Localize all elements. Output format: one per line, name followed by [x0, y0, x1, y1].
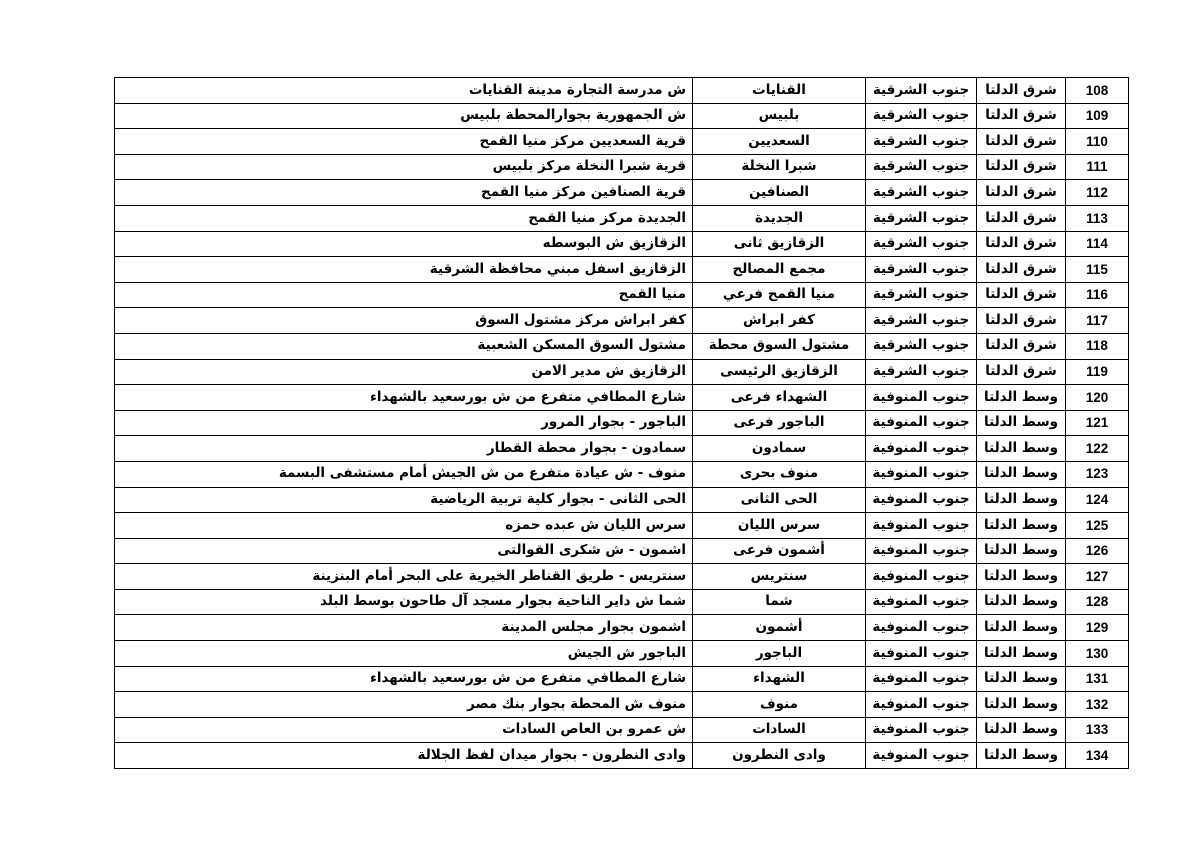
region-cell: وسط الدلتا — [977, 564, 1066, 590]
region-cell: وسط الدلتا — [977, 513, 1066, 539]
address-cell: ش عمرو بن العاص السادات — [115, 717, 693, 743]
sector-cell: جنوب الشرقية — [866, 180, 977, 206]
table-row — [115, 257, 1129, 283]
address-cell: شما ش داير الناحية بجوار مسجد آل طاحون بوسط البلد — [115, 589, 693, 615]
branch-cell: شبرا النخلة — [693, 154, 866, 180]
row-number-cell: 125 — [1066, 513, 1129, 539]
table-row — [115, 564, 1129, 590]
address-cell: كفر ابراش مركز مشتول السوق — [115, 308, 693, 334]
row-number-cell: 123 — [1066, 461, 1129, 487]
table-row — [115, 385, 1129, 411]
row-number-cell: 116 — [1066, 282, 1129, 308]
table-row — [115, 78, 1129, 104]
address-cell: الباجور - بجوار المرور — [115, 410, 693, 436]
document-page — [114, 77, 1129, 769]
address-cell: سمادون - بجوار محطة القطار — [115, 436, 693, 462]
region-cell: شرق الدلتا — [977, 205, 1066, 231]
address-cell: منوف - ش عيادة متفرع من ش الجيش أمام مستشفى البسمة — [115, 461, 693, 487]
table-row — [115, 513, 1129, 539]
row-number-cell: 108 — [1066, 78, 1129, 104]
table-row — [115, 641, 1129, 667]
branch-cell: منوف بحرى — [693, 461, 866, 487]
table-row — [115, 589, 1129, 615]
region-cell: وسط الدلتا — [977, 487, 1066, 513]
row-number-cell: 126 — [1066, 538, 1129, 564]
branch-cell: الزقازيق ثانى — [693, 231, 866, 257]
region-cell: وسط الدلتا — [977, 410, 1066, 436]
region-cell: وسط الدلتا — [977, 615, 1066, 641]
region-cell: وسط الدلتا — [977, 385, 1066, 411]
sector-cell: جنوب الشرقية — [866, 78, 977, 104]
sector-cell: جنوب المنوفية — [866, 692, 977, 718]
address-cell: منيا القمح — [115, 282, 693, 308]
address-cell: مشتول السوق المسكن الشعبية — [115, 333, 693, 359]
address-cell: قرية شبرا النخلة مركز بلبيس — [115, 154, 693, 180]
branch-cell: مشتول السوق محطة — [693, 333, 866, 359]
address-cell: ش مدرسة التجارة مدينة القنايات — [115, 78, 693, 104]
row-number-cell: 122 — [1066, 436, 1129, 462]
address-cell: الزقازيق ش البوسطه — [115, 231, 693, 257]
region-cell: وسط الدلتا — [977, 436, 1066, 462]
sector-cell: جنوب المنوفية — [866, 487, 977, 513]
branch-cell: الشهداء — [693, 666, 866, 692]
region-cell: شرق الدلتا — [977, 257, 1066, 283]
row-number-cell: 111 — [1066, 154, 1129, 180]
address-cell: اشمون - ش شكرى القوالتى — [115, 538, 693, 564]
address-cell: سنتريس - طريق القناطر الخيرية على البحر أمام البنزينة — [115, 564, 693, 590]
table-row — [115, 717, 1129, 743]
branch-cell: الزقازيق الرئيسى — [693, 359, 866, 385]
table-row — [115, 231, 1129, 257]
table-row — [115, 436, 1129, 462]
table-row — [115, 487, 1129, 513]
branches-table — [114, 77, 1129, 769]
branch-cell: وادى النطرون — [693, 743, 866, 769]
sector-cell: جنوب المنوفية — [866, 410, 977, 436]
region-cell: شرق الدلتا — [977, 333, 1066, 359]
branch-cell: الشهداء فرعى — [693, 385, 866, 411]
table-row — [115, 359, 1129, 385]
branch-cell: الباجور — [693, 641, 866, 667]
branch-cell: سرس الليان — [693, 513, 866, 539]
row-number-cell: 117 — [1066, 308, 1129, 334]
sector-cell: جنوب المنوفية — [866, 513, 977, 539]
branch-cell: القنايات — [693, 78, 866, 104]
region-cell: شرق الدلتا — [977, 231, 1066, 257]
row-number-cell: 131 — [1066, 666, 1129, 692]
row-number-cell: 112 — [1066, 180, 1129, 206]
table-row — [115, 615, 1129, 641]
table-row — [115, 461, 1129, 487]
region-cell: شرق الدلتا — [977, 359, 1066, 385]
address-cell: ش الجمهورية بجوارالمحطة بلبيس — [115, 103, 693, 129]
address-cell: الباجور ش الجيش — [115, 641, 693, 667]
branch-cell: منيا القمح فرعي — [693, 282, 866, 308]
row-number-cell: 113 — [1066, 205, 1129, 231]
branch-cell: سمادون — [693, 436, 866, 462]
sector-cell: جنوب المنوفية — [866, 641, 977, 667]
row-number-cell: 129 — [1066, 615, 1129, 641]
row-number-cell: 130 — [1066, 641, 1129, 667]
branch-cell: أشمون — [693, 615, 866, 641]
row-number-cell: 120 — [1066, 385, 1129, 411]
sector-cell: جنوب الشرقية — [866, 103, 977, 129]
row-number-cell: 133 — [1066, 717, 1129, 743]
branch-cell: منوف — [693, 692, 866, 718]
row-number-cell: 134 — [1066, 743, 1129, 769]
sector-cell: جنوب الشرقية — [866, 282, 977, 308]
sector-cell: جنوب المنوفية — [866, 538, 977, 564]
region-cell: وسط الدلتا — [977, 538, 1066, 564]
branch-cell: شما — [693, 589, 866, 615]
address-cell: قرية السعديين مركز منيا القمح — [115, 129, 693, 155]
table-body — [115, 78, 1129, 769]
sector-cell: جنوب المنوفية — [866, 564, 977, 590]
sector-cell: جنوب المنوفية — [866, 436, 977, 462]
sector-cell: جنوب المنوفية — [866, 717, 977, 743]
region-cell: شرق الدلتا — [977, 180, 1066, 206]
table-row — [115, 538, 1129, 564]
row-number-cell: 132 — [1066, 692, 1129, 718]
table-row — [115, 333, 1129, 359]
region-cell: وسط الدلتا — [977, 717, 1066, 743]
branch-cell: الجديدة — [693, 205, 866, 231]
address-cell: الزقازيق ش مدير الامن — [115, 359, 693, 385]
sector-cell: جنوب المنوفية — [866, 666, 977, 692]
address-cell: منوف ش المحطة بجوار بنك مصر — [115, 692, 693, 718]
branch-cell: الباجور فرعى — [693, 410, 866, 436]
sector-cell: جنوب المنوفية — [866, 461, 977, 487]
branch-cell: كفر ابراش — [693, 308, 866, 334]
address-cell: شارع المطافي متفرع من ش بورسعيد بالشهداء — [115, 666, 693, 692]
branch-cell: السعديين — [693, 129, 866, 155]
region-cell: شرق الدلتا — [977, 154, 1066, 180]
sector-cell: جنوب الشرقية — [866, 359, 977, 385]
sector-cell: جنوب الشرقية — [866, 129, 977, 155]
table-row — [115, 692, 1129, 718]
row-number-cell: 118 — [1066, 333, 1129, 359]
table-row — [115, 410, 1129, 436]
table-row — [115, 743, 1129, 769]
sector-cell: جنوب الشرقية — [866, 308, 977, 334]
address-cell: الجديدة مركز منيا القمح — [115, 205, 693, 231]
region-cell: شرق الدلتا — [977, 103, 1066, 129]
table-row — [115, 666, 1129, 692]
region-cell: شرق الدلتا — [977, 129, 1066, 155]
row-number-cell: 124 — [1066, 487, 1129, 513]
branch-cell: الصنافين — [693, 180, 866, 206]
region-cell: شرق الدلتا — [977, 78, 1066, 104]
branch-cell: مجمع المصالح — [693, 257, 866, 283]
row-number-cell: 119 — [1066, 359, 1129, 385]
sector-cell: جنوب الشرقية — [866, 154, 977, 180]
sector-cell: جنوب الشرقية — [866, 333, 977, 359]
sector-cell: جنوب المنوفية — [866, 743, 977, 769]
region-cell: وسط الدلتا — [977, 692, 1066, 718]
row-number-cell: 121 — [1066, 410, 1129, 436]
address-cell: قرية الصنافين مركز منيا القمح — [115, 180, 693, 206]
region-cell: وسط الدلتا — [977, 666, 1066, 692]
address-cell: الحى الثانى - بجوار كلية تربية الرياضية — [115, 487, 693, 513]
branch-cell: سنتريس — [693, 564, 866, 590]
address-cell: شارع المطافي متفرع من ش بورسعيد بالشهداء — [115, 385, 693, 411]
address-cell: وادى النطرون - بجوار ميدان لفظ الجلالة — [115, 743, 693, 769]
region-cell: شرق الدلتا — [977, 282, 1066, 308]
sector-cell: جنوب الشرقية — [866, 205, 977, 231]
sector-cell: جنوب الشرقية — [866, 231, 977, 257]
row-number-cell: 115 — [1066, 257, 1129, 283]
branch-cell: الحى الثانى — [693, 487, 866, 513]
table-row — [115, 154, 1129, 180]
region-cell: وسط الدلتا — [977, 641, 1066, 667]
branch-cell: السادات — [693, 717, 866, 743]
table-row — [115, 308, 1129, 334]
branch-cell: بلبيس — [693, 103, 866, 129]
sector-cell: جنوب الشرقية — [866, 257, 977, 283]
address-cell: الزقازيق اسفل مبني محافظة الشرقية — [115, 257, 693, 283]
sector-cell: جنوب المنوفية — [866, 615, 977, 641]
table-row — [115, 205, 1129, 231]
branch-cell: أشمون فرعى — [693, 538, 866, 564]
sector-cell: جنوب المنوفية — [866, 385, 977, 411]
row-number-cell: 114 — [1066, 231, 1129, 257]
table-row — [115, 129, 1129, 155]
row-number-cell: 128 — [1066, 589, 1129, 615]
table-row — [115, 180, 1129, 206]
region-cell: وسط الدلتا — [977, 743, 1066, 769]
region-cell: وسط الدلتا — [977, 589, 1066, 615]
row-number-cell: 110 — [1066, 129, 1129, 155]
address-cell: اشمون بجوار مجلس المدينة — [115, 615, 693, 641]
row-number-cell: 109 — [1066, 103, 1129, 129]
table-row — [115, 282, 1129, 308]
row-number-cell: 127 — [1066, 564, 1129, 590]
address-cell: سرس الليان ش عبده حمزه — [115, 513, 693, 539]
region-cell: وسط الدلتا — [977, 461, 1066, 487]
table-row — [115, 103, 1129, 129]
sector-cell: جنوب المنوفية — [866, 589, 977, 615]
region-cell: شرق الدلتا — [977, 308, 1066, 334]
